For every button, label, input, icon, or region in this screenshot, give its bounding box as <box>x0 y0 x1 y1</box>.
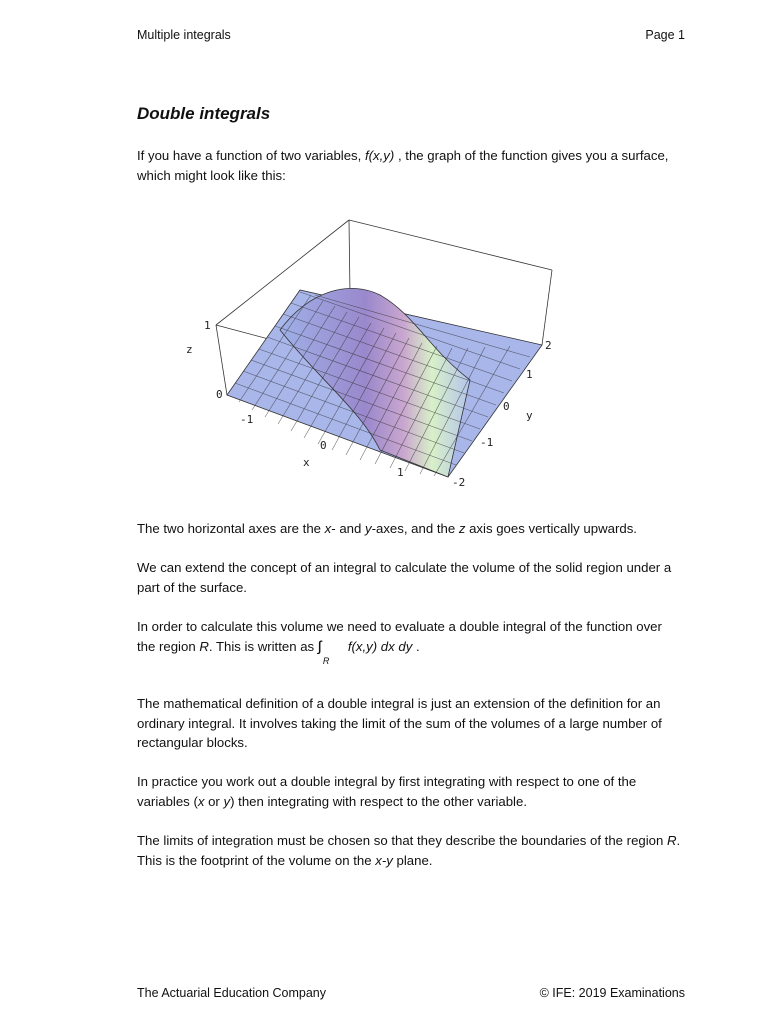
paragraph-double-integral: In order to calculate this volume we need to evaluate a double integral of the function over the region R. This is written as R f(x,y) dx dy . <box>137 619 662 666</box>
y-tick-2: 2 <box>545 339 552 352</box>
surface-plot-figure <box>180 210 570 500</box>
paragraph-axes: The two horizontal axes are the x- and y-axes, and the z axis goes vertically upwards. <box>137 521 637 536</box>
paragraph-volume: We can extend the concept of an integral to calculate the volume of the solid region under a part of the surface. <box>137 560 672 595</box>
double-integral-notation: R <box>322 655 330 666</box>
header-title: Multiple integrals <box>137 28 231 42</box>
paragraph-practice: In practice you work out a double integral by first integrating with respect to one of the variables (x or y) then integrating with respect to the other variable. <box>137 774 637 809</box>
page-number: Page 1 <box>645 28 685 42</box>
y-tick-1: 1 <box>526 368 533 381</box>
x-tick-1: 1 <box>397 466 404 479</box>
z-tick-1: 1 <box>204 319 211 332</box>
z-tick-0: 0 <box>216 388 223 401</box>
page-footer <box>137 986 685 1000</box>
paragraph-limits: The limits of integration must be chosen so that they describe the boundaries of the region R. This is the footprint of the volume on the x-y plane. <box>137 833 681 868</box>
y-axis-label: y <box>526 409 533 422</box>
footer-company: The Actuarial Education Company <box>137 986 326 1000</box>
z-axis-label: z <box>186 343 193 356</box>
section-title: Double integrals <box>137 104 271 123</box>
paragraph-definition: The mathematical definition of a double integral is just an extension of the definition for an ordinary integral. It involves taking the limit of the sum of the volumes of a large number of rectangular blocks. <box>137 696 662 750</box>
y-tick-neg2: -2 <box>452 476 466 489</box>
y-tick-0: 0 <box>503 400 510 413</box>
page-header <box>137 28 685 42</box>
y-tick-neg1: -1 <box>480 436 494 449</box>
x-axis-label: x <box>303 456 310 469</box>
footer-copyright: © IFE: 2019 Examinations <box>539 986 685 1000</box>
x-tick-0: 0 <box>320 439 327 452</box>
paragraph-intro: If you have a function of two variables, f(x,y) , the graph of the function gives you a surface, which might look like this: <box>137 148 669 183</box>
x-tick-neg1: -1 <box>240 413 254 426</box>
